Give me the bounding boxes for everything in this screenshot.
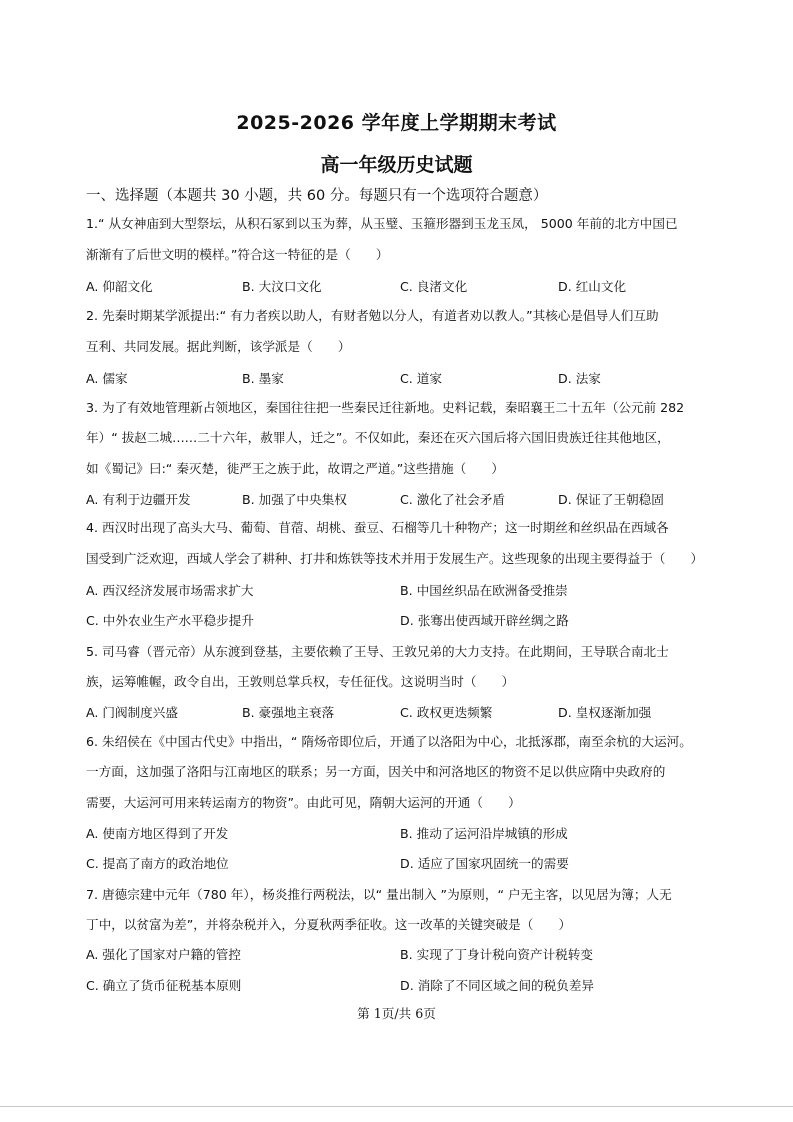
question-4-option-c: C. 中外农业生产水平稳步提升 — [86, 613, 254, 628]
question-4-option-b: B. 中国丝织品在欧洲备受推崇 — [400, 583, 568, 598]
question-7-line-2: 丁中，以贫富为差”，并将杂税并入，分夏秋两季征收。这一改革的关键突破是（ ） — [86, 917, 572, 932]
question-7-option-a: A. 强化了国家对户籍的管控 — [86, 947, 241, 962]
exam-title: 2025-2026 学年度上学期期末考试 — [236, 112, 557, 134]
question-1-option-b: B. 大汶口文化 — [242, 279, 322, 294]
question-1-line-1: 1.“ 从女神庙到大型祭坛，从积石冢到以玉为葬，从玉璧、玉箍形器到玉龙玉凤， 5000 年前的北方中国已 — [86, 216, 678, 231]
question-1-option-a: A. 仰韶文化 — [86, 279, 153, 294]
question-2-line-2: 互利、共同发展。据此判断，该学派是（ ） — [86, 339, 351, 354]
exam-subtitle: 高一年级历史试题 — [320, 154, 473, 176]
page-bottom-divider — [0, 1106, 793, 1107]
question-4-option-a: A. 西汉经济发展市场需求扩大 — [86, 583, 254, 598]
question-3-option-b: B. 加强了中央集权 — [242, 492, 347, 507]
question-5-option-a: A. 门阀制度兴盛 — [86, 705, 178, 720]
question-4-line-1: 4. 西汉时出现了高头大马、葡萄、苜蓿、胡桃、蚕豆、石榴等几十种物产；这一时期丝和丝织品在西域各 — [86, 520, 669, 535]
question-3-option-d: D. 保证了王朝稳固 — [558, 492, 664, 507]
question-1-option-d: D. 红山文化 — [558, 279, 627, 294]
question-6-line-2: 一方面，这加强了洛阳与江南地区的联系；另一方面，因关中和河洛地区的物资不足以供应隋中央政府的 — [86, 764, 666, 779]
question-7-line-1: 7. 唐德宗建中元年（780 年），杨炎推行两税法，以“ 量出制入 ”为原则，“ 户无主客，以见居为簿；人无 — [86, 887, 672, 902]
section-heading: 一、选择题（本题共 30 小题，共 60 分。每题只有一个选项符合题意） — [86, 188, 548, 204]
question-3-line-1: 3. 为了有效地管理新占领地区，秦国往往把一些秦民迁往新地。史料记载，秦昭襄王二十五年（公元前 282 — [86, 400, 685, 415]
question-1-line-2: 渐渐有了后世文明的模样。”符合这一特征的是（ ） — [86, 247, 389, 262]
question-6-option-a: A. 使南方地区得到了开发 — [86, 826, 229, 841]
question-5-option-d: D. 皇权逐渐加强 — [558, 705, 652, 720]
question-7-option-b: B. 实现了丁身计税向资产计税转变 — [400, 947, 593, 962]
question-3-line-3: 如《蜀记》曰:“ 秦灭楚，徙严王之族于此，故谓之严道。”这些措施（ ） — [86, 461, 504, 476]
question-7-option-c: C. 确立了货币征税基本原则 — [86, 978, 242, 993]
question-2-option-c: C. 道家 — [400, 371, 442, 386]
question-4-line-2: 国受到广泛欢迎，西域人学会了耕种、打井和炼铁等技术并用于发展生产。这些现象的出现主要得益于（ ） — [86, 551, 704, 566]
page-number: 第 1页/共 6页 — [357, 1006, 436, 1021]
question-5-option-c: C. 政权更迭频繁 — [400, 705, 493, 720]
question-6-option-b: B. 推动了运河沿岸城镇的形成 — [400, 826, 568, 841]
question-1-option-c: C. 良渚文化 — [400, 279, 468, 294]
question-3-option-a: A. 有利于边疆开发 — [86, 492, 191, 507]
question-3-option-c: C. 激化了社会矛盾 — [400, 492, 505, 507]
question-2-option-d: D. 法家 — [558, 371, 601, 386]
question-6-line-3: 需要，大运河可用来转运南方的物资”。由此可见，隋朝大运河的开通（ ） — [86, 795, 521, 810]
question-6-line-1: 6. 朱绍侯在《中国古代史》中指出，“ 隋炀帝即位后，开通了以洛阳为中心，北抵涿郡，南至余杭的大运河。 — [86, 734, 692, 749]
question-5-line-1: 5. 司马睿（晋元帝）从东渡到登基，主要依赖了王导、王敦兄弟的大力支持。在此期间，王导联合南北士 — [86, 644, 669, 659]
question-5-line-2: 族，运筹帷幄，政令自出，王敦则总掌兵权，专任征伐。这说明当时（ ） — [86, 674, 515, 689]
question-6-option-c: C. 提高了南方的政治地位 — [86, 856, 229, 871]
question-2-option-a: A. 儒家 — [86, 371, 128, 386]
question-7-option-d: D. 消除了不同区域之间的税负差异 — [400, 978, 595, 993]
question-4-option-d: D. 张骞出使西域开辟丝绸之路 — [400, 613, 569, 628]
question-2-option-b: B. 墨家 — [242, 371, 284, 386]
question-5-option-b: B. 豪强地主衰落 — [242, 705, 335, 720]
question-3-line-2: 年）“ 拔赵二城……二十六年，赦罪人，迁之”。不仅如此，秦还在灭六国后将六国旧贵族迁往其他地区， — [86, 430, 670, 445]
question-2-line-1: 2. 先秦时期某学派提出:“ 有力者疾以助人，有财者勉以分人，有道者劝以教人。”其核心是倡导人们互助 — [86, 308, 659, 323]
question-6-option-d: D. 适应了国家巩固统一的需要 — [400, 856, 569, 871]
